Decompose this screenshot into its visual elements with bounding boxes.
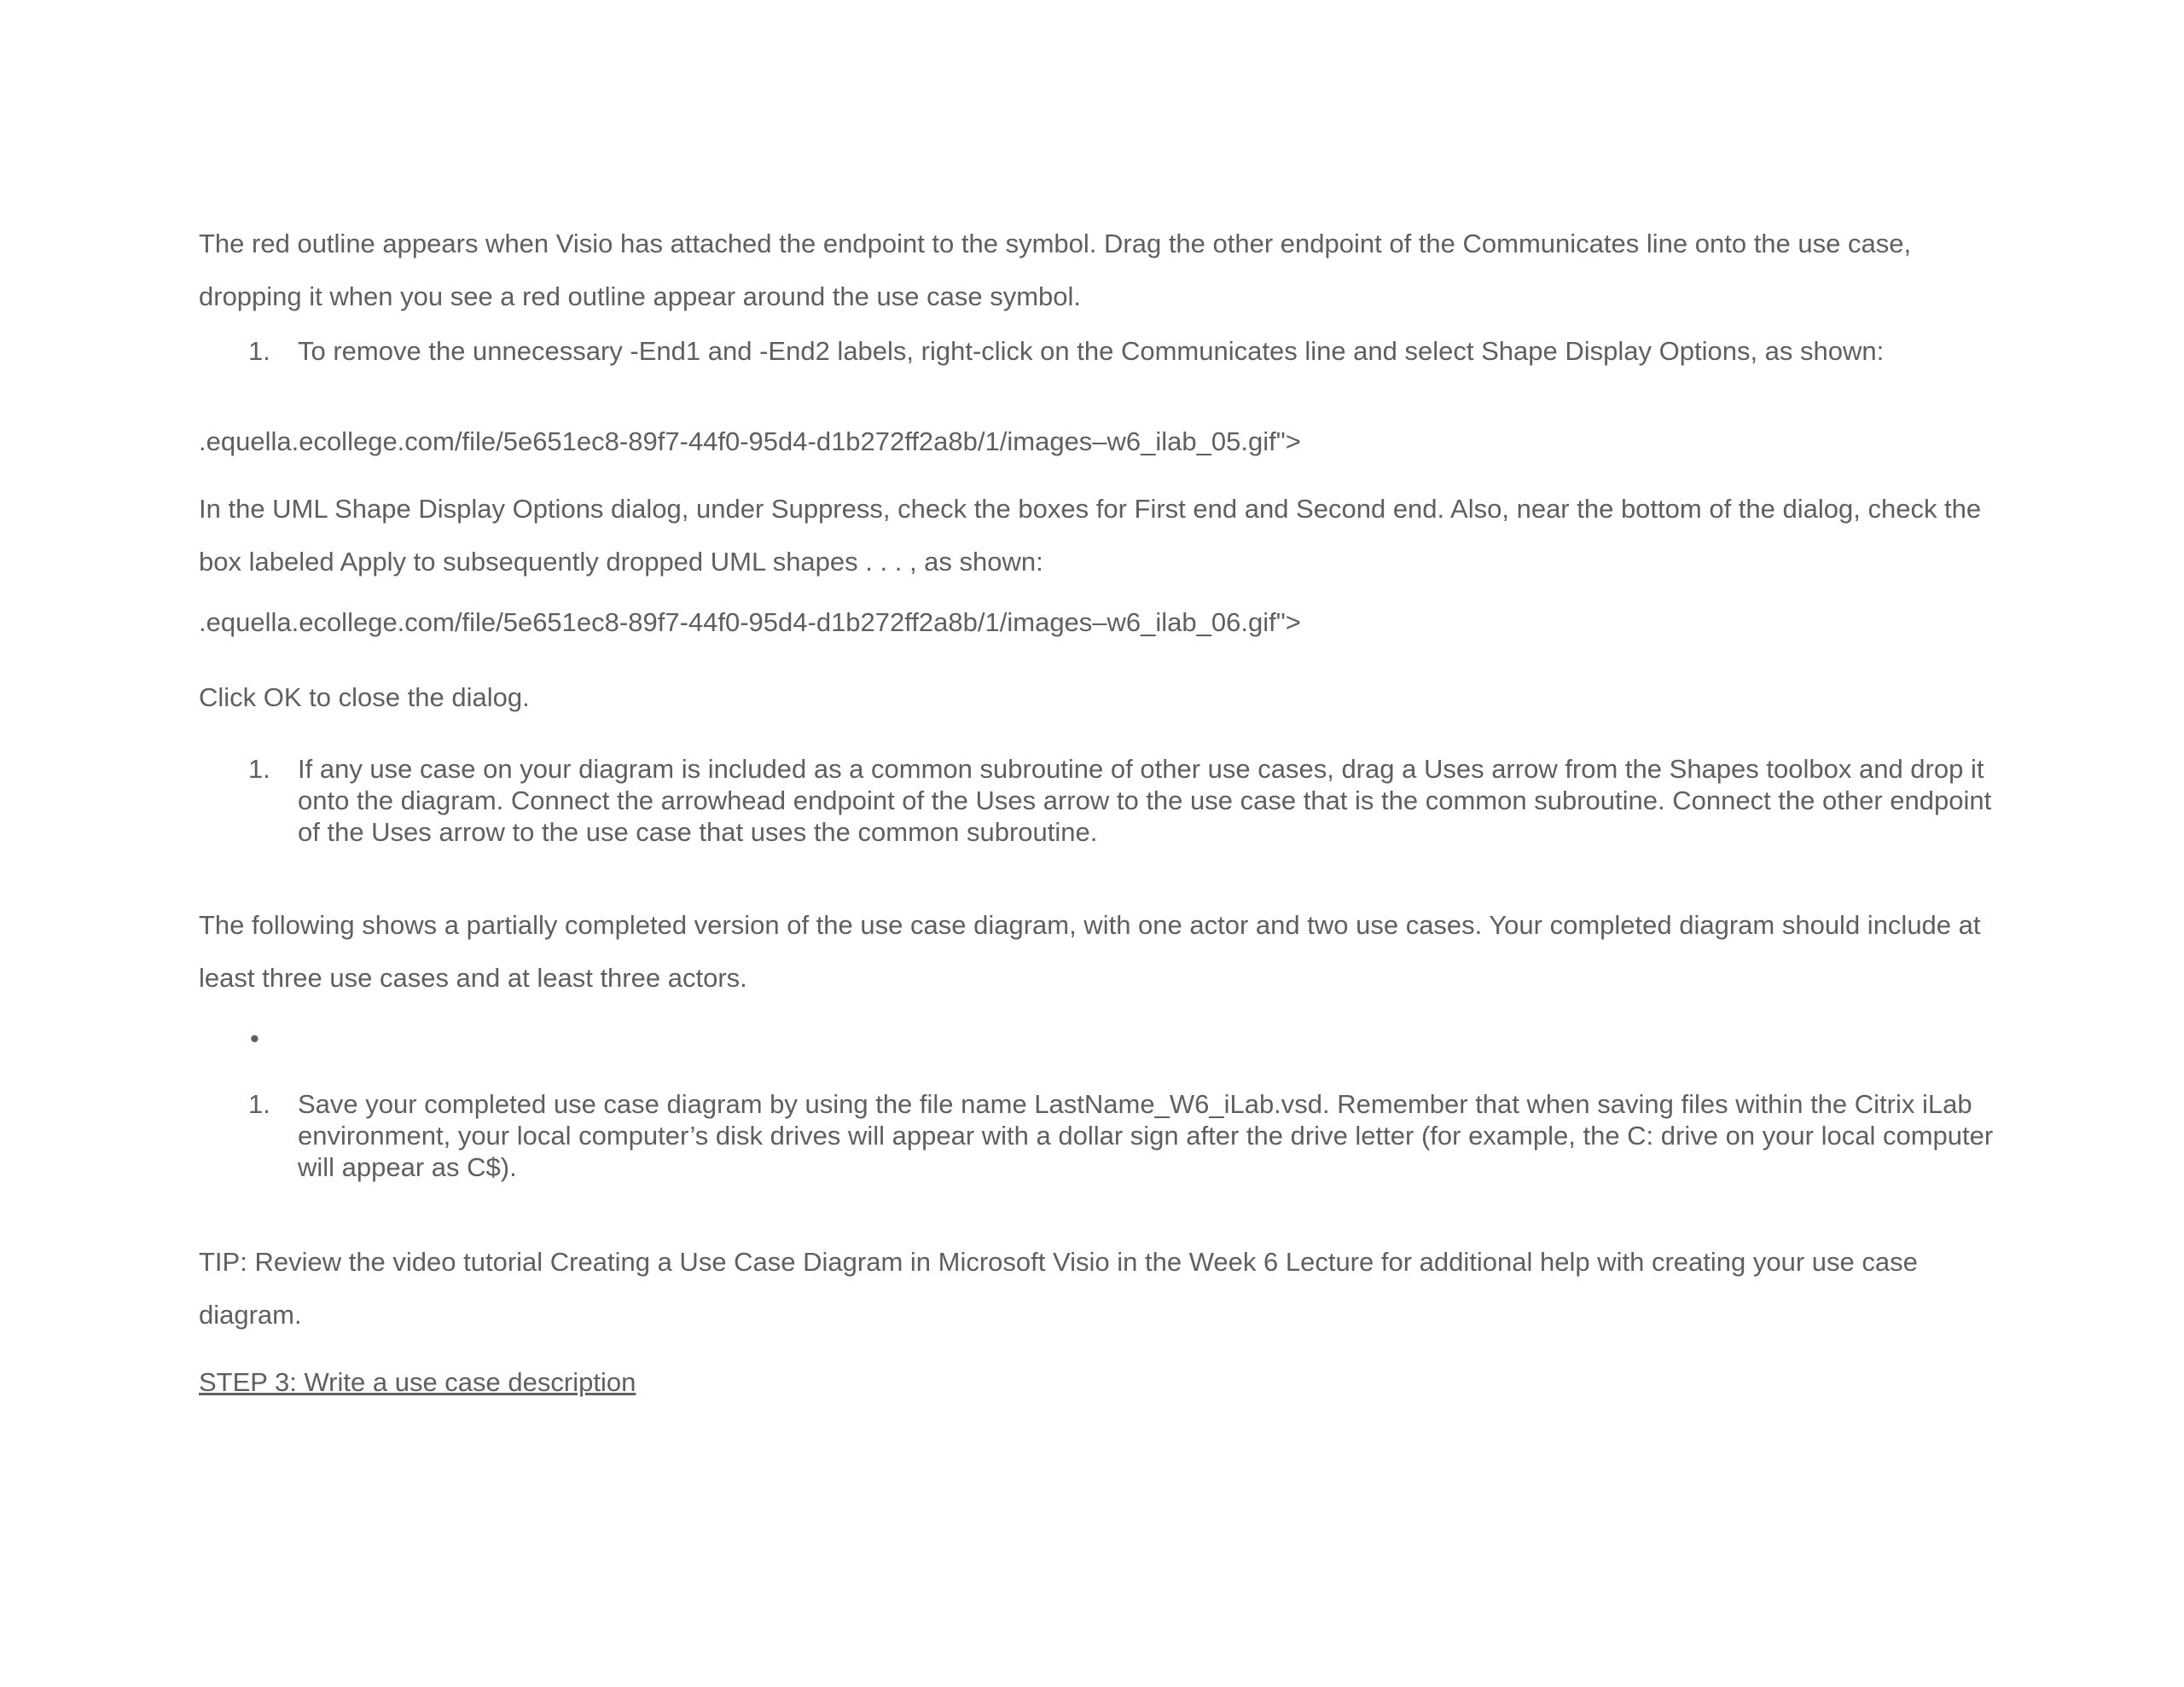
bullet-icon: • bbox=[250, 1023, 259, 1053]
paragraph-partial-diagram: The following shows a partially completed version of the use case diagram, with one actor and two use cases. Your completed diagram should include at least three use cases and at least three actors. bbox=[199, 910, 1981, 993]
list-number: 1. bbox=[248, 754, 270, 784]
image-url-text: .equella.ecollege.com/file/5e651ec8-89f7-44f0-95d4-d1b272ff2a8b/1/images–w6_ilab_06.gif"> bbox=[199, 607, 1301, 637]
document-page bbox=[199, 217, 2007, 1400]
empty-bullet-item bbox=[199, 1017, 2007, 1051]
list-item-text: Save your completed use case diagram by using the file name LastName_W6_iLab.vsd. Remember that when saving files within the Citrix iLab environment, your local computer’s disk drives will appear with a dollar sign after the drive letter (for example, the C: drive on your local computer will appear as C$). bbox=[298, 1089, 1994, 1182]
step3-link-text[interactable]: STEP 3: Write a use case description bbox=[199, 1367, 636, 1397]
list-item-uses-arrow bbox=[199, 753, 2007, 848]
list-number: 1. bbox=[248, 1089, 270, 1119]
paragraph-tip: TIP: Review the video tutorial Creating a Use Case Diagram in Microsoft Visio in the Week 6 Lecture for additional help with creating your use case diagram. bbox=[199, 1247, 1918, 1330]
step3-heading-link[interactable] bbox=[199, 1365, 2007, 1400]
paragraph-red-outline: The red outline appears when Visio has attached the endpoint to the symbol. Drag the other endpoint of the Communicates line onto the use case, dropping it when you see a red outline appear around the use case symbol. bbox=[199, 229, 1912, 311]
list-item-text: If any use case on your diagram is included as a common subroutine of other use cases, drag a Uses arrow from the Shapes toolbox and drop it onto the diagram. Connect the arrowhead endpoint of the Uses arrow to the use case that is the common subroutine. Connect the other endpoint of the Uses arrow to the use case that uses the common subroutine. bbox=[298, 754, 1992, 847]
list-item-save-diagram bbox=[199, 1088, 2007, 1183]
paragraph-click-ok: Click OK to close the dialog. bbox=[199, 682, 530, 712]
list-item-remove-labels bbox=[199, 335, 2007, 367]
paragraph-uml-dialog: In the UML Shape Display Options dialog, under Suppress, check the boxes for First end and Second end. Also, near the bottom of the dialog, check the box labeled Apply to subsequently dropped UML shapes . . . , as shown: bbox=[199, 494, 1982, 577]
image-url-text: .equella.ecollege.com/file/5e651ec8-89f7-44f0-95d4-d1b272ff2a8b/1/images–w6_ilab_05.gif"> bbox=[199, 426, 1301, 456]
list-item-text: To remove the unnecessary -End1 and -End2 labels, right-click on the Communicates line and select Shape Display Options, as shown: bbox=[298, 336, 1885, 366]
list-number: 1. bbox=[248, 336, 270, 366]
